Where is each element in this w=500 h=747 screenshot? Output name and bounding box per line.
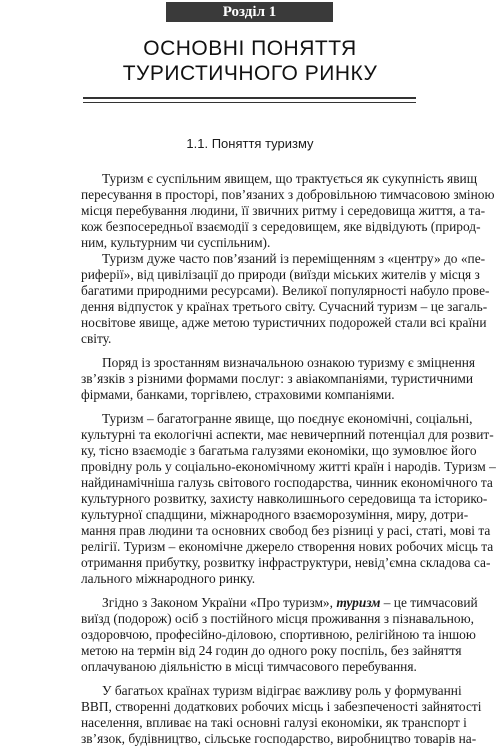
section-subheading: 1.1. Поняття туризму	[186, 136, 314, 151]
paragraph-line: провідну роль у соціально-економічному житті країн і народів. Туризм –	[81, 459, 496, 474]
paragraph-line: населення, впливає на такі основні галузі економіки, як транспорт і	[81, 715, 467, 730]
section-label: Розділ 1	[166, 2, 333, 22]
paragraph-line: ВВП, створенні додаткових робочих місць і забезпеченості зайнятості	[81, 699, 482, 714]
paragraph-line: культурні та екологічні аспекти, має невичерпний потенціал для розвит-	[81, 427, 494, 442]
paragraph-line: Згідно з Законом України «Про туризм», туризм – це тимчасовий	[102, 595, 478, 610]
paragraph-line: оплачуваною діяльністю в місці тимчасового перебування.	[81, 659, 417, 674]
paragraph-line: виїзд (подорож) осіб з постійного місця проживання з пізнавальною,	[81, 611, 474, 626]
paragraph-line: місця перебування людини, її звичних ритму і середовища життя, а та-	[81, 203, 486, 218]
paragraph-line: пересування в просторі, пов’язаних з добровільною тимчасовою зміною	[81, 187, 495, 202]
paragraph-line: мання прав людини та основних свобод без різниці у расі, статі, мові та	[81, 523, 491, 538]
paragraph-line: фірмами, банками, торгівлею, страховими компаніями.	[81, 387, 395, 402]
paragraph-line: світу.	[81, 331, 112, 346]
paragraph-line: зв’язок, будівництво, сільське господарство, виробництво товарів на-	[81, 731, 477, 746]
paragraph-line: найдинамічніша галузь світового господарства, чинник економічного та	[81, 475, 493, 490]
paragraph-line: Поряд із зростанням визначальною ознакою туризму є зміцнення	[102, 355, 476, 370]
paragraph-line: культурного розвитку, захисту навколишнього середовища та історико-	[81, 491, 488, 506]
paragraph-line: багатими природними ресурсами). Великої популярності набуло прове-	[81, 283, 490, 298]
paragraph-line: отримання прибутку, розвитку інфраструктури, невід’ємна складова са-	[81, 555, 491, 570]
paragraph-line: У багатьох країнах туризм відіграє важливу роль у формуванні	[102, 683, 462, 698]
paragraph-line: метою на термін від 24 годин до одного року поспіль, без зайняття	[81, 643, 462, 658]
paragraph-line: культурної спадщини, міжнародного взаєморозуміння, миру, дотри-	[81, 507, 469, 522]
chapter-title-line-1: ОСНОВНІ ПОНЯТТЯ	[143, 37, 357, 60]
paragraph-line: зв’язків з різними формами послуг: з авіакомпаніями, туристичними	[81, 371, 474, 386]
paragraph-line: риферії», від цивілізації до природи (виїзди міських жителів у місця з	[81, 267, 480, 282]
paragraph-line: оздоровчою, професійно-діловою, спортивною, релігійною та іншою	[81, 627, 476, 642]
paragraph-line: ку, тісно взаємодіє з багатьма галузями економіки, що зумовлює його	[81, 443, 477, 458]
paragraph-line: Туризм – багатогранне явище, що поєднує економічні, соціальні,	[102, 411, 473, 426]
paragraph-line: лального міжнародного ринку.	[81, 571, 256, 586]
paragraph-line: носвітове явище, адже метою туристичних подорожей стали всі країни	[81, 315, 487, 330]
defined-term: туризм	[336, 595, 381, 610]
chapter-title-line-2: ТУРИСТИЧНОГО РИНКУ	[122, 62, 378, 85]
paragraph-line: Туризм дуже часто пов’язаний із переміщенням з «центру» до «пе-	[102, 251, 486, 266]
paragraph-line: релігії. Туризм – економічне джерело створення нових робочих місць та	[81, 539, 494, 554]
paragraph-line: ним, культурним чи суспільним).	[81, 235, 271, 250]
paragraph-line: кож безпосередньої взаємодії з середовищем, яке відвідують (природ-	[81, 219, 481, 234]
paragraph-line: Туризм є суспільним явищем, що трактується як сукупність явищ	[102, 171, 478, 186]
paragraph-line: дення відпусток у країнах третього світу. Сучасний туризм – це загаль-	[81, 299, 488, 314]
title-rule-thin	[83, 102, 416, 103]
title-rule-thick	[83, 97, 416, 99]
